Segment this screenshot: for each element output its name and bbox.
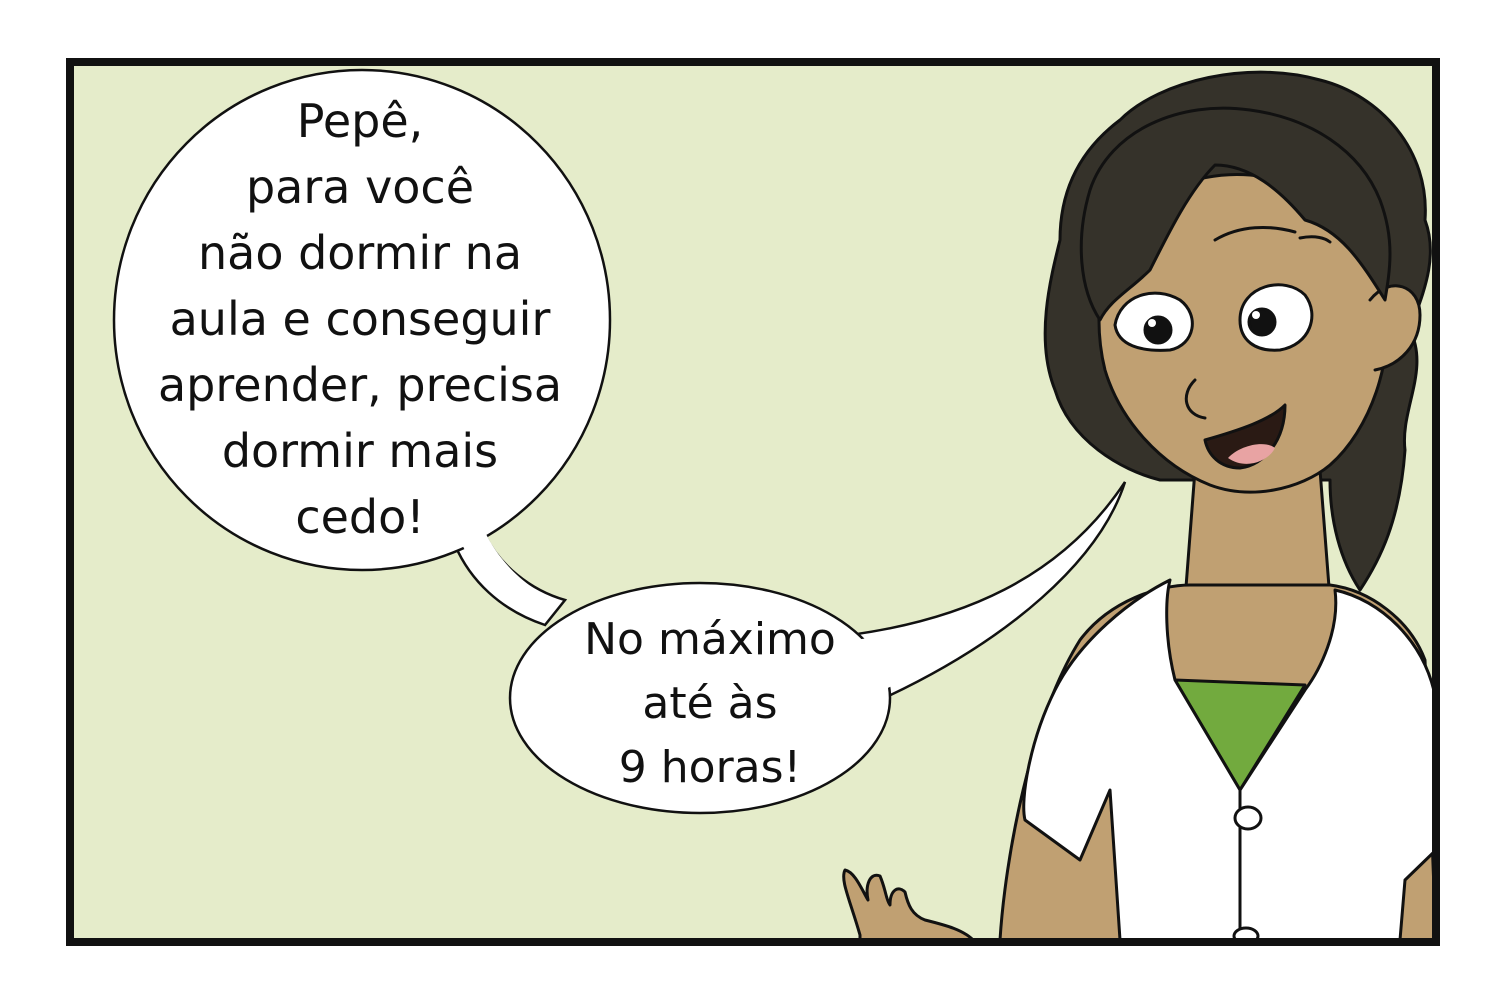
speech-bubble-2-line: até às bbox=[642, 678, 778, 729]
speech-bubble-1-line: dormir mais bbox=[221, 424, 499, 478]
speech-bubble-1 bbox=[120, 88, 600, 550]
speech-bubble-1-line: para você bbox=[245, 160, 475, 214]
speech-bubble-1-line: não dormir na bbox=[197, 226, 523, 280]
speech-bubble-2-line: No máximo bbox=[584, 614, 836, 665]
coat-button-1 bbox=[1235, 807, 1261, 829]
speech-bubble-1-line: aula e conseguir bbox=[169, 292, 551, 346]
speech-bubble-2-line: 9 horas! bbox=[618, 742, 802, 793]
speech-bubble-2 bbox=[540, 608, 880, 800]
glint-right bbox=[1252, 311, 1260, 319]
speech-bubble-1-line: Pepê, bbox=[296, 94, 424, 148]
speech-bubble-1-line: aprender, precisa bbox=[157, 358, 563, 412]
speech-bubble-1-line: cedo! bbox=[295, 490, 425, 544]
glint-left bbox=[1148, 319, 1156, 327]
